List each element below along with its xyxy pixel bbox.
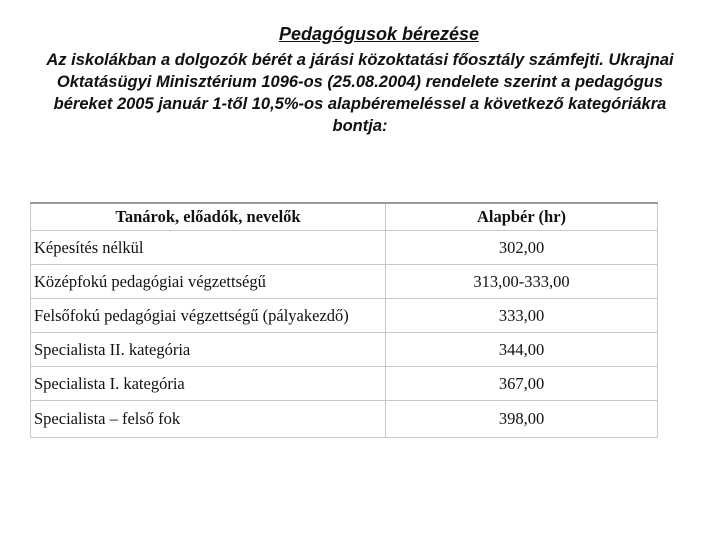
- row-category: Specialista I. kategória: [31, 367, 386, 401]
- row-category: Képesítés nélkül: [31, 231, 386, 265]
- salary-table: [30, 202, 658, 438]
- row-category: Felsőfokú pedagógiai végzettségű (pályakezdő): [31, 299, 386, 333]
- page-title: Pedagógusok bérezése: [278, 24, 480, 44]
- row-salary: 344,00: [386, 333, 658, 367]
- row-salary: 313,00-333,00: [386, 265, 658, 299]
- row-salary: 367,00: [386, 367, 658, 401]
- header-salary: Alapbér (hr): [386, 203, 658, 231]
- table-row: [31, 333, 658, 367]
- row-category: Specialista – felső fok: [31, 401, 386, 438]
- intro-paragraph: Az iskolákban a dolgozók bérét a járási közoktatási főosztály számfejti. Ukrajnai Oktatásügyi Minisztérium 1096-os (25.08.2004) rendelete szerint a pedagógus béreket 2005 január 1-től 10,5%-os alapbéremeléssel a következő kategóriákra bontja:: [46, 51, 674, 135]
- table-row: [31, 367, 658, 401]
- row-salary: 333,00: [386, 299, 658, 333]
- table-row: [31, 231, 658, 265]
- table-header-row: [31, 203, 658, 231]
- table-row: [31, 265, 658, 299]
- table-row: [31, 401, 658, 438]
- row-salary: 302,00: [386, 231, 658, 265]
- header-category: Tanárok, előadók, nevelők: [31, 203, 386, 231]
- table-row: [31, 299, 658, 333]
- row-category: Középfokú pedagógiai végzettségű: [31, 265, 386, 299]
- row-salary: 398,00: [386, 401, 658, 438]
- row-category: Specialista II. kategória: [31, 333, 386, 367]
